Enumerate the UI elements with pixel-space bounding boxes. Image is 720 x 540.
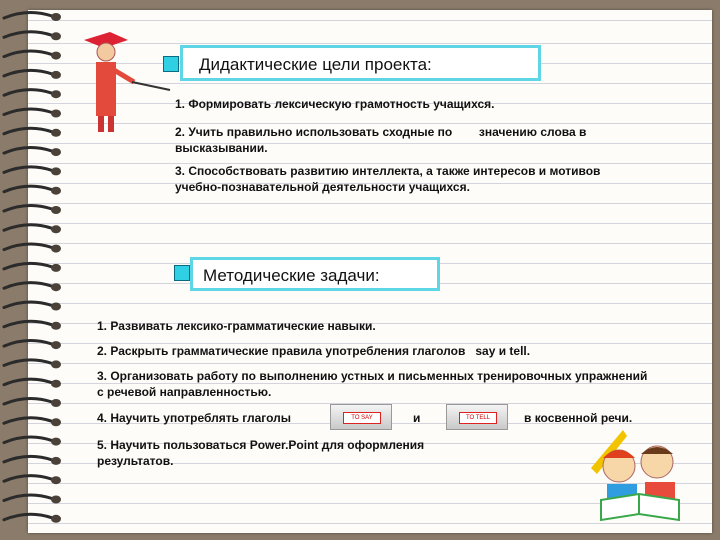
spiral-ring <box>4 225 61 234</box>
kids-reading-illustration <box>583 428 695 528</box>
spiral-ring <box>4 379 61 388</box>
section1-title-text: Дидактические цели проекта: <box>199 55 432 74</box>
spiral-ring <box>4 70 61 79</box>
spiral-ring <box>4 302 61 311</box>
title-marker <box>163 56 179 72</box>
section2-item-5: 5. Научить пользоваться Power.Point для оформления результатов. <box>97 438 425 468</box>
spiral-ring <box>4 495 61 504</box>
section2-item-1: 1. Развивать лексико-грамматические навыки. <box>97 319 376 333</box>
section2-title <box>190 257 440 291</box>
spiral-ring <box>4 398 61 407</box>
to-say-label: TO SAY <box>343 412 381 424</box>
spiral-ring <box>4 205 61 214</box>
section2-item-4-part1: 4. Научить употреблять глаголы <box>97 411 292 425</box>
to-say-button-image <box>330 404 392 430</box>
spiral-ring <box>4 90 61 99</box>
section2-item-4-and: и <box>413 411 421 425</box>
spiral-ring <box>4 244 61 253</box>
section2-item-2: 2. Раскрыть грамматические правила употребления глаголов say и tell. <box>97 344 531 358</box>
spiral-ring <box>4 321 61 330</box>
spiral-ring <box>4 476 61 485</box>
section1-item-3: 3. Способствовать развитию интеллекта, а также интересов и мотивов учебно-познавательной деятельности учащихся. <box>175 164 601 194</box>
spiral-ring <box>4 341 61 350</box>
spiral-ring <box>4 128 61 137</box>
spiral-ring <box>4 32 61 41</box>
section2-item-4-part2: в косвенной речи. <box>524 411 633 425</box>
teacher-figure <box>82 30 172 140</box>
to-tell-label: TO TELL <box>459 412 497 424</box>
spiral-ring <box>4 456 61 465</box>
spiral-ring <box>4 418 61 427</box>
spiral-ring <box>4 514 61 523</box>
spiral-binding <box>0 0 80 540</box>
section1-item-1: 1. Формировать лексическую грамотность учащихся. <box>175 97 495 111</box>
title-marker <box>174 265 190 281</box>
section2-item-3: 3. Организовать работу по выполнению устных и письменных тренировочных упражнений с речевой направленностью. <box>97 369 648 399</box>
spiral-ring <box>4 51 61 60</box>
section2-title-text: Методические задачи: <box>203 266 380 285</box>
section1-title <box>180 45 541 81</box>
spiral-ring <box>4 167 61 176</box>
spiral-ring <box>4 148 61 157</box>
to-tell-button-image <box>446 404 508 430</box>
spiral-ring <box>4 437 61 446</box>
spiral-ring <box>4 360 61 369</box>
spiral-ring <box>4 109 61 118</box>
spiral-ring <box>4 12 61 21</box>
spiral-ring <box>4 186 61 195</box>
spiral-ring <box>4 283 61 292</box>
section1-item-2: 2. Учить правильно использовать сходные по значению слова в высказывании. <box>175 125 590 155</box>
spiral-ring <box>4 263 61 272</box>
